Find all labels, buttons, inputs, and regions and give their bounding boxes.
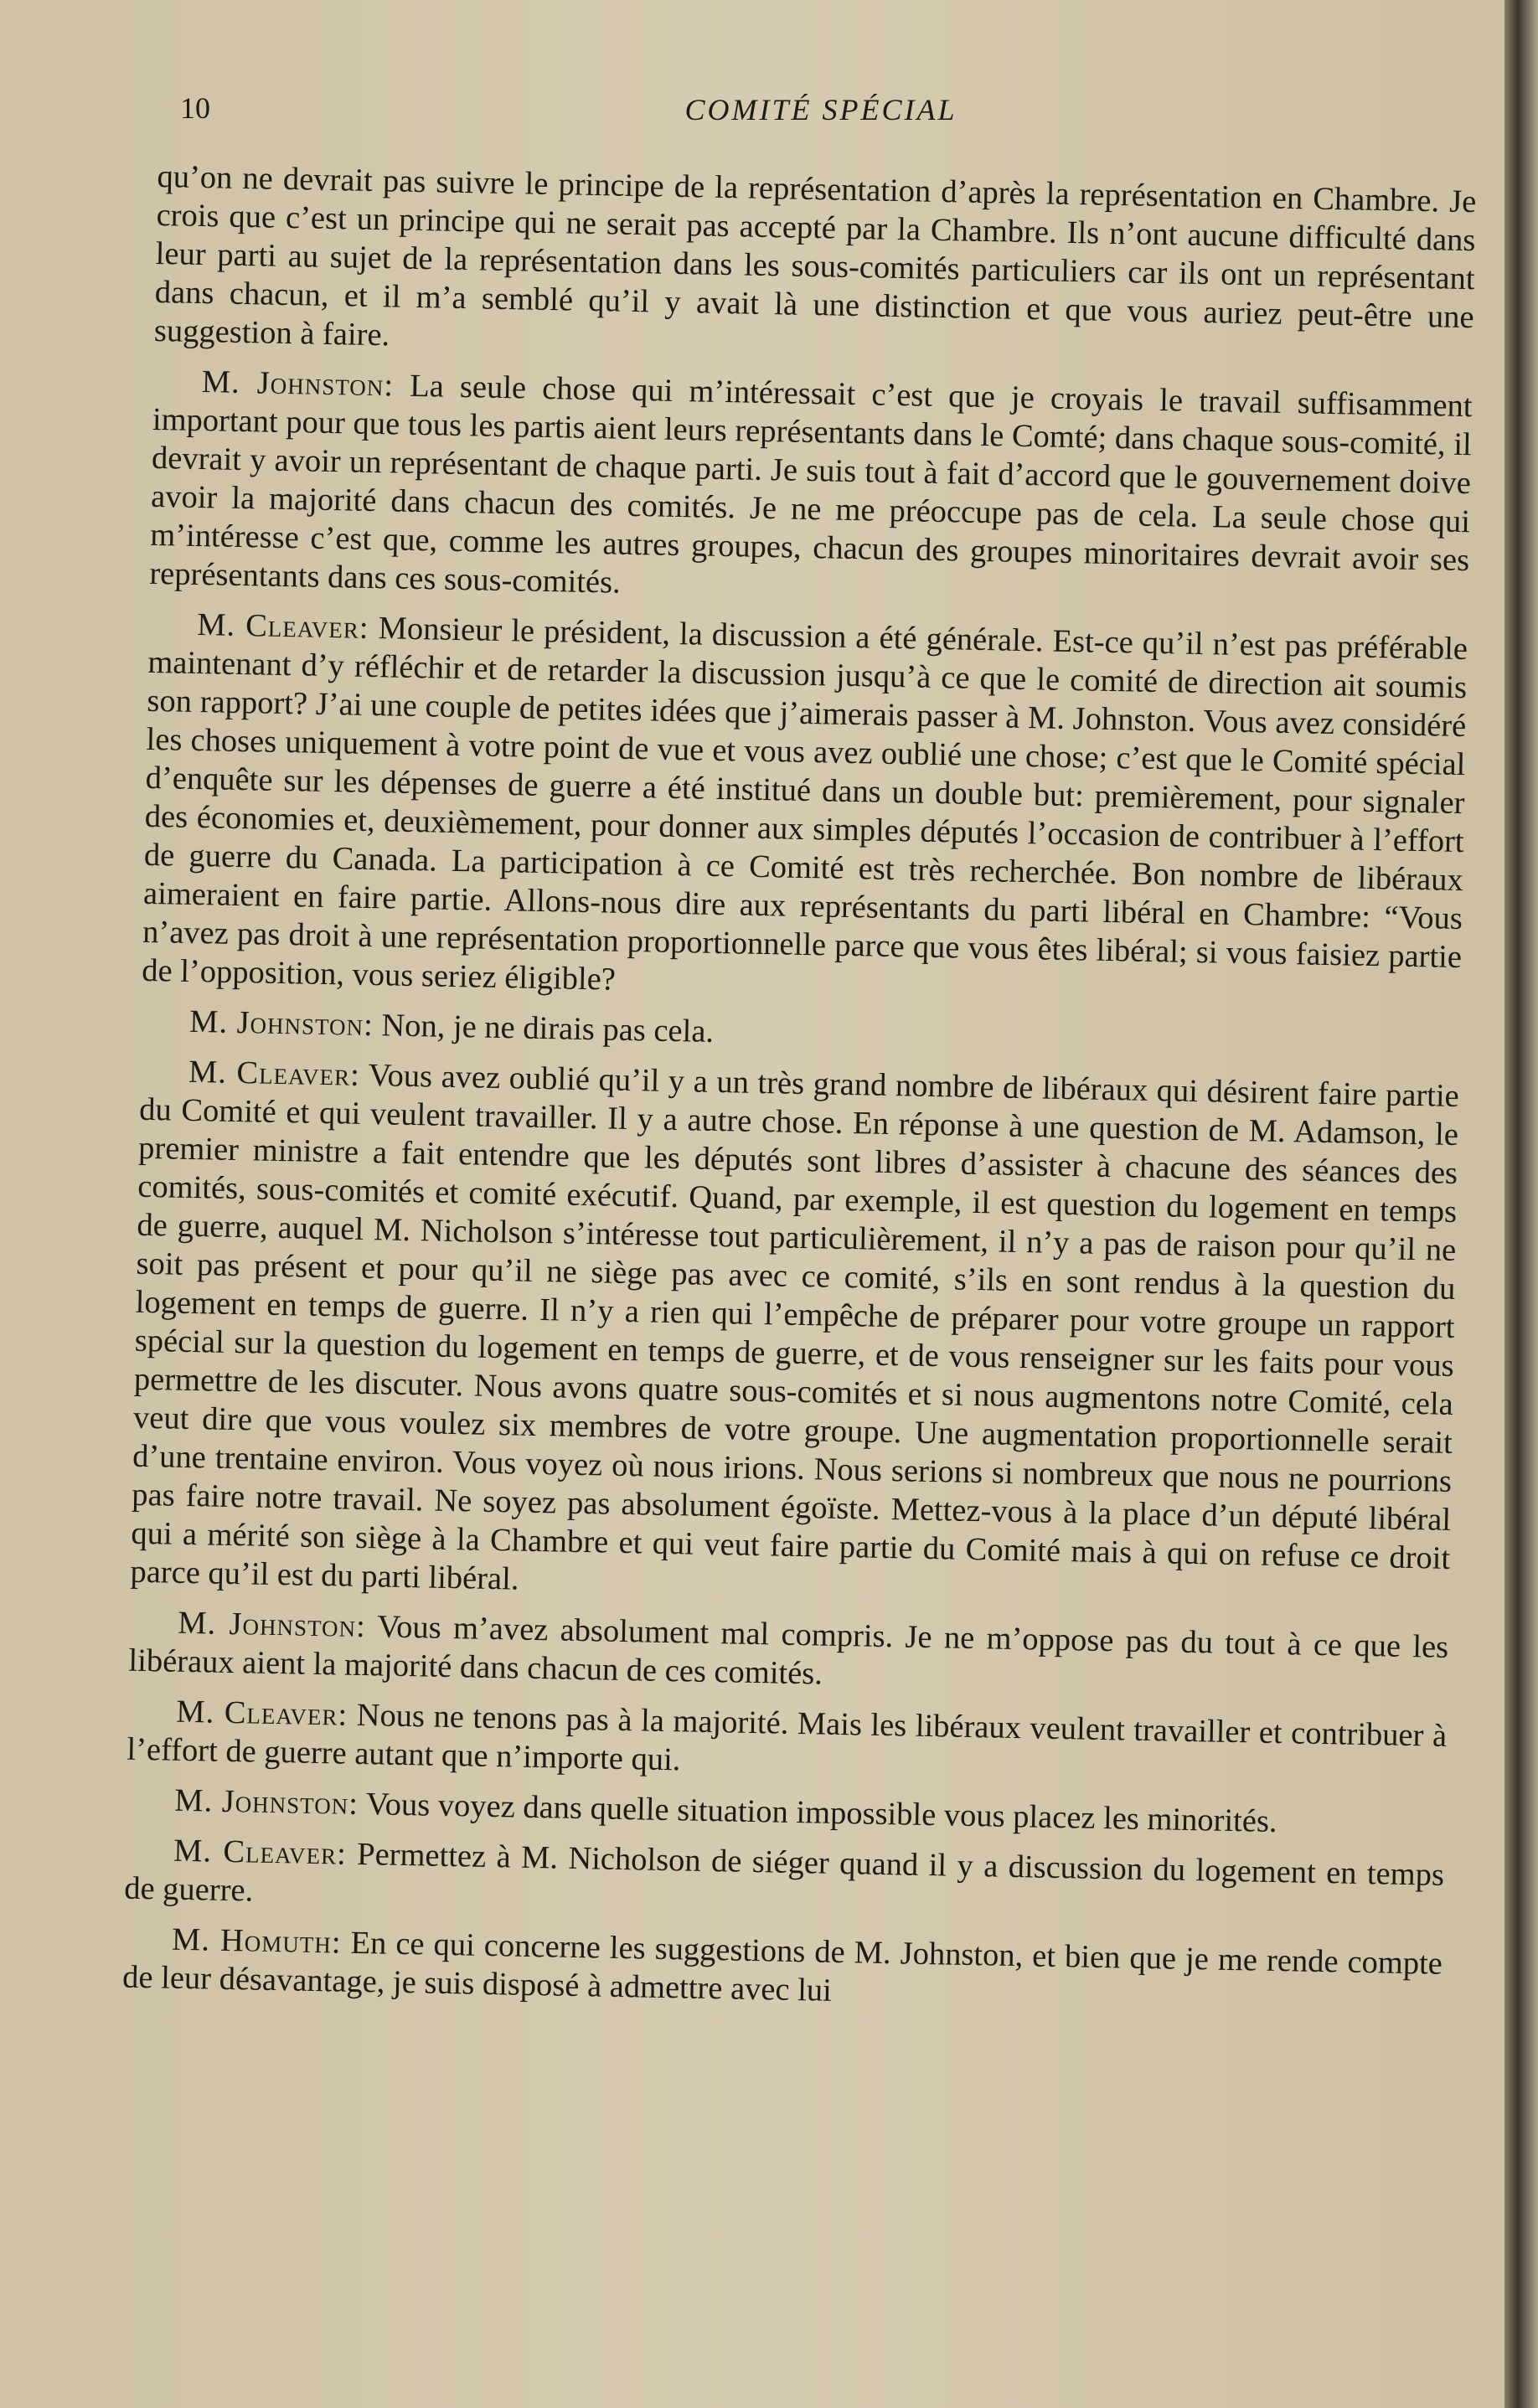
paragraph-text: qu’on ne devrait pas suivre le principe de la représentation d’après la représentation en Chambre. Je crois que c’est un principe qui ne serait pas accepté par la Chambre. Ils n’ont aucune difficulté dans leur parti au sujet de la représentation dans les sous-comités particuliers car ils ont un représentant dans chacun, et il m’a semblé qu’il y avait là une distinction et que vous auriez peut-être une suggestion à faire.: [153, 158, 1477, 353]
speaker-name: M. Johnston:: [178, 1605, 367, 1645]
speech-paragraph: [124, 1831, 1444, 1933]
speech-text: En ce qui concerne les suggestions de M. Johnston, et bien que je me rende compte de leur désavantage, je suis disposé à admettre avec lui: [121, 1925, 1443, 2008]
speech-paragraph: [122, 1920, 1443, 2022]
speaker-name: M. Homuth:: [171, 1921, 342, 1961]
speech-paragraph: [128, 1603, 1448, 1705]
speech-paragraph: [149, 362, 1473, 618]
speech-text: Permettez à M. Nicholson de siéger quand il y a discussion du logement en temps de guerre.: [123, 1836, 1445, 1909]
page-header: [159, 84, 1483, 134]
speaker-name: M. Cleaver:: [175, 1694, 348, 1733]
speech-text: Vous voyez dans quelle situation impossible vous placez les minorités.: [358, 1786, 1277, 1840]
speech-text: Vous m’avez absolument mal compris. Je ne m’oppose pas du tout à ce que les libéraux aient la majorité dans chacun de ces comités.: [128, 1609, 1449, 1692]
speaker-name: M. Cleaver:: [173, 1833, 348, 1872]
speech-paragraph: [130, 1052, 1459, 1617]
speech-text: Nous ne tenons pas à la majorité. Mais les libéraux veulent travailler et contribuer à l’effort de guerre autant que n’importe qui.: [126, 1697, 1448, 1778]
body-text: [122, 157, 1477, 2034]
speech-text: Monsieur le président, la discussion a été générale. Est-ce qu’il n’est pas préférable maintenant d’y réfléchir et de retarder la discussion jusqu’à ce que le comité de direction ait soumis son rapport? J’ai une couple de petites idées que j’aimerais passer à M. Johnston. Vous avez considéré les choses uniquement à votre point de vue et vous avez oublié une chose; c’est que le Comité spécial d’enquête sur les dépenses de guerre a été institué dans un double but: premièrement, pour signaler des économies et, deuxièmement, pour donner aux simples députés l’occasion de contribuer à l’effort de guerre du Canada. La participation à ce Comité est très recherchée. Bon nombre de libéraux aimeraient en faire partie. Allons-nous dire aux représentants du parti libéral en Chambre: “Vous n’avez pas droit à une représentation proportionnelle parce que vous êtes libéral; si vous faisiez partie de l’opposition, vous seriez éligible?: [141, 610, 1468, 998]
speaker-name: M. Johnston:: [201, 364, 395, 404]
speaker-name: M. Cleaver:: [188, 1054, 361, 1093]
book-spine-edge: [1504, 0, 1538, 2408]
page-number: 10: [180, 91, 210, 125]
speech-text: La seule chose qui m’intéressait c’est que je croyais le travail suffisamment important pour que tous les partis aient leurs représentants dans le Comté; dans chaque sous-comité, il devrait y avoir un représentant de chaque parti. Je suis tout à fait d’accord que le gouvernement doive avoir la majorité dans chacun des comités. Je ne me préoccupe pas de cela. La seule chose qui m’intéresse c’est que, comme les autres groupes, chacun des groupes minoritaires devrait avoir ses représentants dans ces sous-comités.: [149, 368, 1473, 601]
speech-paragraph: [142, 605, 1468, 1015]
speaker-name: M. Johnston:: [188, 1003, 374, 1044]
speech-paragraph: [126, 1692, 1447, 1794]
speech-text: Vous avez oublié qu’il y a un très grand nombre de libéraux qui désirent faire partie du Comité et qui veulent travailler. Il y a autre chose. En réponse à une question de M. Adamson, le premier ministre a fait entendre que les députés sont libres d’assister à chacune des séances des comités, sous-comités et comité exécutif. Quand, par exemple, il est question du logement en temps de guerre, auquel M. Nicholson s’intéresse tout particulièrement, il n’y a pas de raison pour qu’il ne soit pas présent et pour qu’il ne siège pas avec ce comité, s’ils en sont rendus à la question du logement en temps de guerre. Il n’y a rien qui l’empêche de préparer pour votre groupe un rapport spécial sur la question du logement en temps de guerre, et de vous renseigner sur les faits pour vous permettre de les discuter. Nous avons quatre sous-comités et si nous augmentons notre Comité, cela veut dire que vous voulez six membres de votre groupe. Une augmentation proportionnelle serait d’une trentaine environ. Vous voyez où nous irions. Nous serions si nombreux que nous ne pourrions pas faire notre travail. Ne soyez pas absolument égoïste. Mettez-vous à la place d’un député libéral qui a mérité son siège à la Chambre et qui veut faire partie du Comité mais à qui on refuse ce droit parce qu’il est du parti libéral.: [130, 1057, 1460, 1597]
speaker-name: M. Johnston:: [173, 1782, 359, 1822]
running-title: COMITÉ SPÉCIAL: [684, 93, 957, 126]
speech-text: Non, je ne dirais pas cela.: [373, 1008, 715, 1049]
speaker-name: M. Cleaver:: [196, 607, 370, 646]
paragraph: [154, 157, 1477, 375]
